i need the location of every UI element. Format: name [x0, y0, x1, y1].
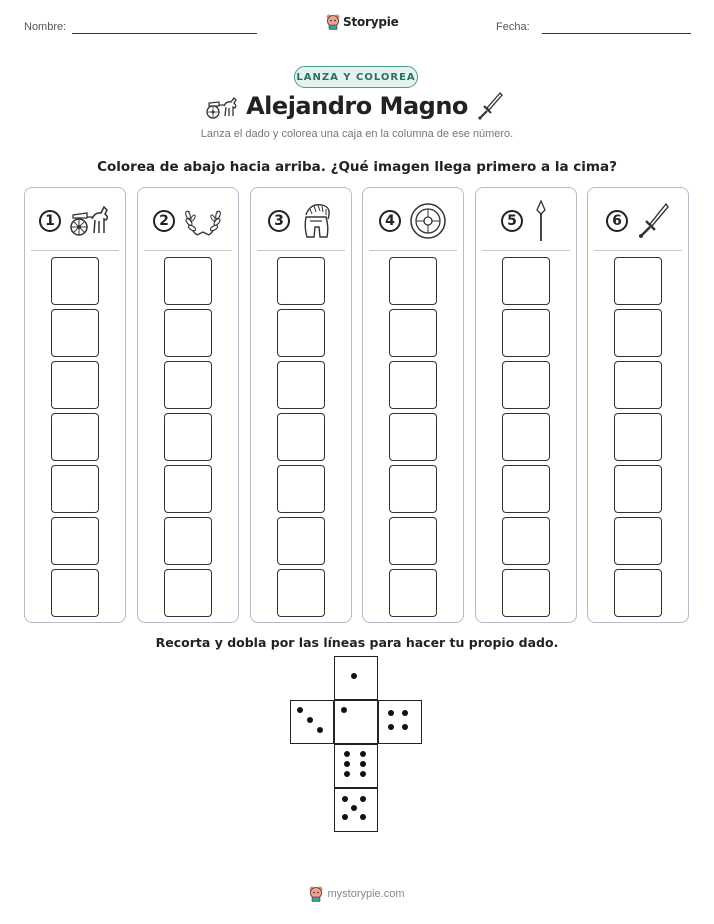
color-box[interactable]	[51, 257, 99, 305]
color-box[interactable]	[502, 257, 550, 305]
pip	[317, 727, 323, 733]
color-box[interactable]	[389, 257, 437, 305]
color-box[interactable]	[614, 309, 662, 357]
color-box[interactable]	[614, 465, 662, 513]
activity-badge: LANZA Y COLOREA	[294, 66, 418, 88]
color-box[interactable]	[614, 517, 662, 565]
pip	[341, 707, 347, 713]
column-header	[476, 188, 576, 254]
color-box[interactable]	[502, 413, 550, 461]
color-box[interactable]	[164, 257, 212, 305]
dice-face-5	[334, 788, 378, 832]
laurel-wreath-icon	[183, 203, 223, 239]
color-box[interactable]	[164, 569, 212, 617]
brand-logo	[326, 14, 399, 30]
pip	[297, 707, 303, 713]
dice-face-1	[334, 656, 378, 700]
color-box[interactable]	[164, 361, 212, 409]
pip	[351, 805, 357, 811]
date-label: Fecha:	[496, 21, 530, 33]
pip	[388, 710, 394, 716]
color-box[interactable]	[51, 569, 99, 617]
date-line[interactable]	[542, 33, 691, 34]
color-box[interactable]	[614, 413, 662, 461]
pip	[360, 761, 366, 767]
name-label: Nombre:	[24, 21, 67, 33]
column-header	[588, 188, 688, 254]
column-header	[25, 188, 125, 254]
sword-icon	[636, 202, 670, 240]
pip	[402, 710, 408, 716]
color-box[interactable]	[51, 517, 99, 565]
color-box[interactable]	[277, 361, 325, 409]
pip	[344, 751, 350, 757]
column-number: 3	[268, 210, 290, 232]
color-box[interactable]	[389, 361, 437, 409]
color-box[interactable]	[277, 517, 325, 565]
chariot-icon	[69, 203, 111, 239]
column-number: 1	[39, 210, 61, 232]
color-box[interactable]	[277, 309, 325, 357]
pip	[344, 761, 350, 767]
pip	[351, 673, 357, 679]
pip	[360, 771, 366, 777]
color-box[interactable]	[389, 309, 437, 357]
color-box[interactable]	[502, 361, 550, 409]
column-header	[363, 188, 463, 254]
spear-icon	[531, 200, 551, 242]
column-header	[251, 188, 351, 254]
bear-logo-icon	[309, 886, 323, 902]
color-box[interactable]	[502, 517, 550, 565]
pip	[360, 796, 366, 802]
sword-title-icon	[476, 91, 504, 121]
pip	[360, 814, 366, 820]
footer	[0, 886, 714, 902]
pip	[388, 724, 394, 730]
dice-net	[290, 656, 424, 834]
color-box[interactable]	[389, 517, 437, 565]
cut-instruction: Recorta y dobla por las líneas para hacer tu propio dado.	[155, 635, 559, 650]
column-number: 4	[379, 210, 401, 232]
color-box[interactable]	[502, 569, 550, 617]
column-2	[137, 187, 239, 623]
bear-logo-icon	[326, 14, 340, 30]
page-title: Alejandro Magno	[246, 92, 468, 120]
color-box[interactable]	[277, 413, 325, 461]
dice-face-6	[334, 744, 378, 788]
shield-icon	[409, 202, 447, 240]
column-number: 5	[501, 210, 523, 232]
color-box[interactable]	[614, 569, 662, 617]
color-box[interactable]	[389, 413, 437, 461]
color-box[interactable]	[614, 257, 662, 305]
color-box[interactable]	[164, 517, 212, 565]
color-box[interactable]	[51, 465, 99, 513]
color-box[interactable]	[502, 309, 550, 357]
pip	[402, 724, 408, 730]
page-subtitle: Lanza el dado y colorea una caja en la columna de ese número.	[200, 128, 514, 140]
color-box[interactable]	[164, 413, 212, 461]
color-box[interactable]	[277, 257, 325, 305]
dice-face-4	[378, 700, 422, 744]
column-header	[138, 188, 238, 254]
column-number: 2	[153, 210, 175, 232]
helmet-icon	[298, 201, 334, 241]
color-box[interactable]	[277, 569, 325, 617]
color-box[interactable]	[277, 465, 325, 513]
footer-url[interactable]: mystorypie.com	[327, 888, 405, 900]
pip	[342, 814, 348, 820]
pip	[360, 751, 366, 757]
column-1	[24, 187, 126, 623]
column-5	[475, 187, 577, 623]
column-number: 6	[606, 210, 628, 232]
color-box[interactable]	[614, 361, 662, 409]
color-box[interactable]	[51, 309, 99, 357]
pip	[342, 796, 348, 802]
name-line[interactable]	[72, 33, 257, 34]
color-box[interactable]	[164, 465, 212, 513]
color-box[interactable]	[51, 361, 99, 409]
color-box[interactable]	[164, 309, 212, 357]
color-box[interactable]	[502, 465, 550, 513]
column-4	[362, 187, 464, 623]
brand-name: Storypie	[343, 15, 399, 29]
column-6	[587, 187, 689, 623]
instruction-text: Colorea de abajo hacia arriba. ¿Qué imagen llega primero a la cima?	[97, 159, 617, 175]
pip	[307, 717, 313, 723]
column-3	[250, 187, 352, 623]
dice-face-1	[334, 700, 378, 744]
color-box[interactable]	[51, 413, 99, 461]
color-box[interactable]	[389, 569, 437, 617]
pip	[344, 771, 350, 777]
dice-face-3	[290, 700, 334, 744]
color-box[interactable]	[389, 465, 437, 513]
